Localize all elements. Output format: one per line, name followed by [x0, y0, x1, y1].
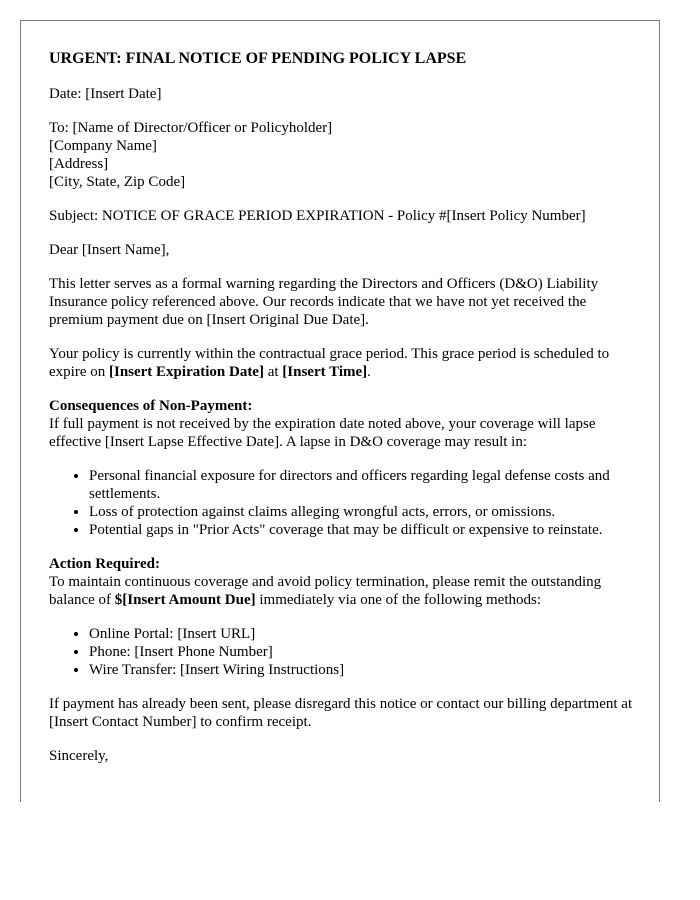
grace-text-pre: Your policy is currently within the contractual grace period. This grace period is scheduled to expire on — [49, 346, 610, 380]
subject-line: Subject: NOTICE OF GRACE PERIOD EXPIRATION - Policy #[Insert Policy Number] — [49, 208, 586, 224]
letter-title: URGENT: FINAL NOTICE OF PENDING POLICY LAPSE — [49, 50, 467, 67]
list-item: • Loss of protection against claims alleging wrongful acts, errors, or omissions. — [89, 503, 639, 521]
list-item: • Personal financial exposure for directors and officers regarding legal defense costs and settlements. — [89, 467, 639, 503]
action-section — [49, 555, 639, 679]
action-text-post: immediately via one of the following methods: — [255, 592, 541, 608]
expiration-time: [Insert Time] — [282, 364, 368, 380]
expiration-date: [Insert Expiration Date] — [108, 364, 264, 380]
recipient-city: [City, State, Zip Code] — [49, 174, 186, 190]
date-line: Date: [Insert Date] — [49, 86, 162, 102]
letter-page — [20, 20, 660, 802]
grace-text-post: . — [367, 364, 371, 380]
recipient-street: [Address] — [49, 156, 109, 172]
recipient-company: [Company Name] — [49, 138, 157, 154]
salutation: Dear [Insert Name], — [49, 242, 170, 258]
action-text — [49, 573, 639, 609]
signoff: Sincerely, — [49, 748, 109, 764]
recipient-name: To: [Name of Director/Officer or Policyholder] — [49, 120, 333, 136]
consequences-heading: Consequences of Non-Payment: — [49, 398, 253, 414]
list-item: • Wire Transfer: [Insert Wiring Instructions] — [89, 661, 639, 679]
action-heading: Action Required: — [49, 556, 160, 572]
payment-methods-list — [49, 625, 639, 679]
list-item: • Online Portal: [Insert URL] — [89, 625, 639, 643]
consequences-list — [49, 467, 639, 539]
list-item: • Phone: [Insert Phone Number] — [89, 643, 639, 661]
closing-note: If payment has already been sent, please disregard this notice or contact our billing department at [Insert Contact Number] to confirm receipt. — [49, 696, 633, 730]
letter-body — [49, 50, 639, 781]
recipient-address — [49, 119, 639, 191]
action-text-pre: To maintain continuous coverage and avoid policy termination, please remit the outstanding balance of — [49, 574, 602, 608]
consequences-text: If full payment is not received by the expiration date noted above, your coverage will lapse effective [Insert Lapse Effective Date]. A lapse in D&O coverage may result in: — [49, 416, 596, 450]
list-item: • Potential gaps in "Prior Acts" coverage that may be difficult or expensive to reinstate. — [89, 521, 639, 539]
intro-paragraph: This letter serves as a formal warning regarding the Directors and Officers (D&O) Liability Insurance policy referenced above. Our records indicate that we have not yet received the premium payment due on [Insert Original Due Date]. — [49, 276, 599, 328]
consequences-section — [49, 397, 639, 539]
grace-period-paragraph — [49, 345, 639, 381]
amount-due: $[Insert Amount Due] — [114, 592, 256, 608]
grace-text-mid: at — [263, 364, 283, 380]
